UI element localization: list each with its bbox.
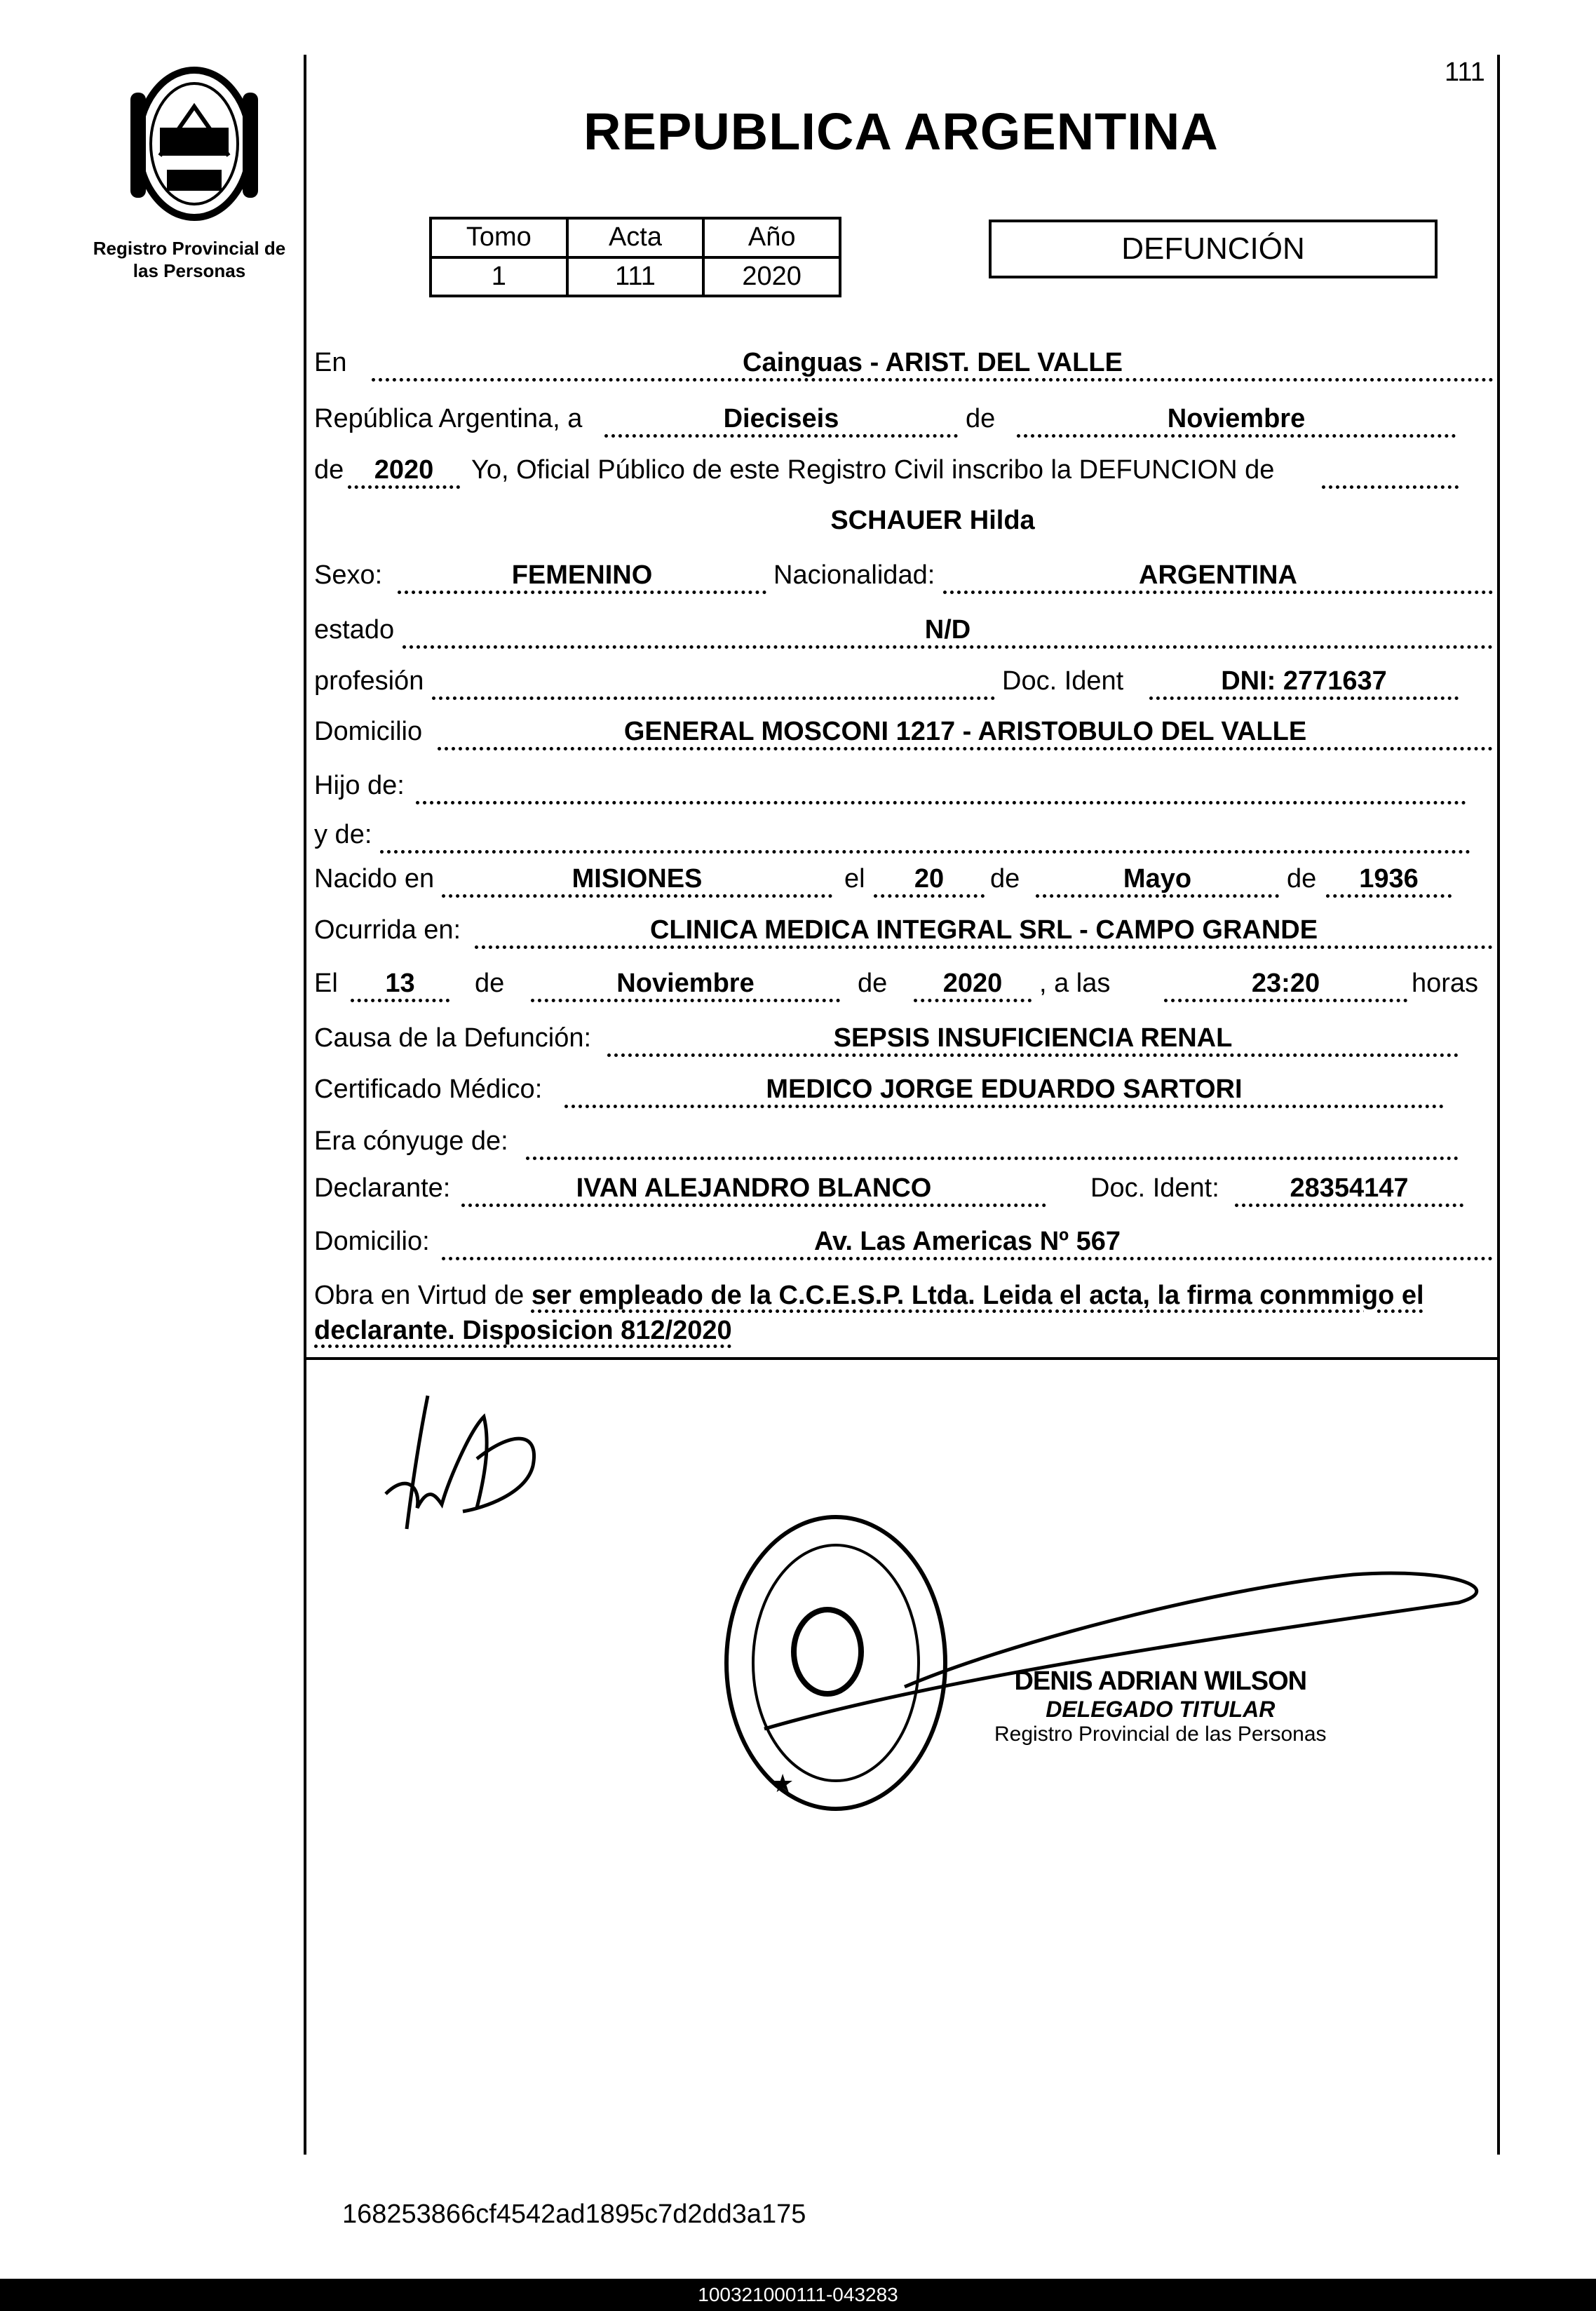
conyuge-field [526,1126,1459,1160]
en-field: Cainguas - ARIST. DEL VALLE [372,347,1494,382]
declarante-field: IVAN ALEJANDRO BLANCO [461,1173,1046,1207]
profesion-field [432,666,995,700]
de-label: de [966,404,996,433]
official-title: DELEGADO TITULAR [1046,1697,1276,1722]
header-ano: Año [703,218,840,257]
right-border [1497,55,1500,2155]
logo-caption-line2: las Personas [133,260,246,281]
profesion-label: profesión [314,666,424,696]
republica-label: República Argentina, a [314,404,583,433]
obra-paragraph [314,1278,1499,1348]
estado-field: N/D [403,614,1493,649]
svg-text:★: ★ [771,1769,794,1798]
year-field: 2020 [348,454,460,489]
document-code: 100321000111-043283 [698,2284,898,2305]
causa-label: Causa de la Defunción: [314,1023,592,1053]
sexo-field: FEMENINO [398,560,766,594]
officer-text: Yo, Oficial Público de este Registro Civil inscribo la DEFUNCION de [471,455,1275,485]
declarante-doc-label: Doc. Ident: [1090,1173,1219,1203]
declarante-domicilio-label: Domicilio: [314,1227,430,1256]
document-type-box: DEFUNCIÓN [989,220,1438,278]
birth-year-field: 1936 [1326,863,1452,898]
ocurrida-field: CLINICA MEDICA INTEGRAL SRL - CAMPO GRANDE [475,915,1493,949]
death-day-field: 13 [351,968,449,1002]
conyuge-label: Era cónyuge de: [314,1126,508,1156]
logo-caption [84,237,295,282]
estado-label: estado [314,615,395,645]
en-label: En [314,348,347,377]
nacido-field: MISIONES [442,863,832,898]
month-field: Noviembre [1017,403,1456,438]
causa-field: SEPSIS INSUFICIENCIA RENAL [607,1023,1459,1057]
death-time-field: 23:20 [1164,968,1407,1002]
nacionalidad-field: ARGENTINA [943,560,1493,594]
logo-caption-line1: Registro Provincial de [93,238,286,259]
el-date-label: El [314,969,338,998]
yde-label: y de: [314,820,372,849]
register-table [429,217,841,297]
official-stamp [722,1511,1494,1820]
ocurrida-label: Ocurrida en: [314,915,461,945]
declarante-label: Declarante: [314,1173,451,1203]
certificado-field: MEDICO JORGE EDUARDO SARTORI [564,1074,1444,1108]
footer-bar [0,2279,1596,2311]
el-label: el [844,864,865,894]
birth-month-field: Mayo [1036,863,1279,898]
birth-day-field: 20 [874,863,985,898]
de-label: de [475,969,505,998]
official-signature-block [994,1666,1327,1746]
officer-blank-field [1322,454,1459,489]
nacido-label: Nacido en [314,864,435,894]
domicilio-field: GENERAL MOSCONI 1217 - ARISTOBULO DEL VALLE [438,716,1493,750]
header-acta: Acta [567,218,704,257]
domicilio-label: Domicilio [314,717,423,746]
obra-divider [305,1357,1497,1360]
de-label: de [990,864,1020,894]
value-acta: 111 [567,257,704,297]
page-number: 111 [1445,58,1485,87]
header-tomo: Tomo [431,218,567,257]
nacionalidad-label: Nacionalidad: [773,560,935,590]
value-tomo: 1 [431,257,567,297]
de-label: de [314,455,344,485]
sexo-label: Sexo: [314,560,383,590]
certificado-label: Certificado Médico: [314,1074,543,1104]
left-border [304,55,306,2155]
death-month-field: Noviembre [531,968,840,1002]
horas-label: horas [1412,969,1479,998]
day-field: Dieciseis [604,403,958,438]
obra-label: Obra en Virtud de [314,1281,525,1310]
doc-ident-label: Doc. Ident [1002,666,1124,696]
declarant-signature [379,1389,568,1543]
declarante-domicilio-field: Av. Las Americas Nº 567 [442,1226,1493,1260]
hijo-label: Hijo de: [314,771,405,800]
de-label: de [858,969,888,998]
deceased-name: SCHAUER Hilda [830,506,1035,535]
alas-label: , a las [1039,969,1111,998]
hijo-field [416,770,1466,804]
document-hash: 168253866cf4542ad1895c7d2dd3a175 [342,2199,806,2229]
official-org: Registro Provincial de las Personas [994,1723,1327,1746]
de-label: de [1287,864,1317,894]
declarante-doc-field: 28354147 [1235,1173,1463,1207]
doc-ident-field: DNI: 2771637 [1149,666,1459,700]
misiones-logo [118,65,271,223]
page-title: REPUBLICA ARGENTINA [583,102,1219,161]
obra-value: ser empleado de la C.C.E.S.P. Ltda. Leida el acta, la firma conmmigo el declarante. Disposicion 812/2020 [314,1281,1424,1345]
official-name: DENIS ADRIAN WILSON [1014,1666,1307,1696]
death-year-field: 2020 [914,968,1032,1002]
value-ano: 2020 [703,257,840,297]
yde-field [380,819,1470,854]
